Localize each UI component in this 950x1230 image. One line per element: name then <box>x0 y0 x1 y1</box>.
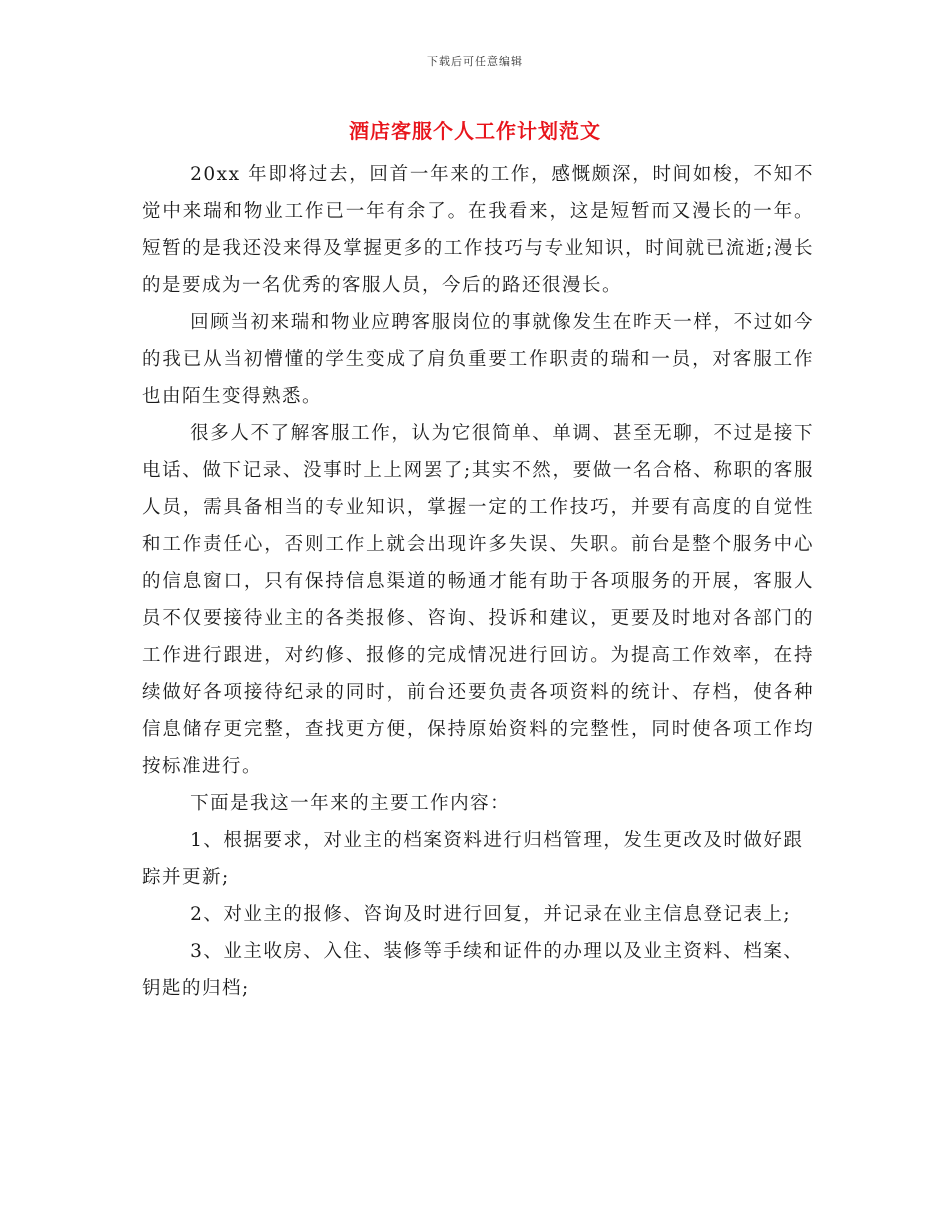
list-item: 3、业主收房、入住、装修等手续和证件的办理以及业主资料、档案、钥匙的归档; <box>142 941 804 999</box>
list-item: 2、对业主的报修、咨询及时进行回复，并记录在业主信息登记表上; <box>190 904 792 925</box>
paragraph-work-intro: 下面是我这一年来的主要工作内容： <box>190 793 511 814</box>
document-title: 酒店客服个人工作计划范文 <box>349 119 601 143</box>
document-body <box>142 156 814 1007</box>
paragraph-intro: 20xx 年即将过去，回首一年来的工作，感慨颇深，时间如梭，不知不觉中来瑞和物业工作已一年有余了。在我看来，这是短暂而又漫长的一年。短暂的是我还没来得及掌握更多的工作技巧与专业知识，时间就已流逝;漫长的是要成为一名优秀的客服人员，今后的路还很漫长。 <box>142 164 814 296</box>
paragraph-job-description: 很多人不了解客服工作，认为它很简单、单调、甚至无聊，不过是接下电话、做下记录、没事时上上网罢了;其实不然，要做一名合格、称职的客服人员，需具备相当的专业知识，掌握一定的工作技巧，并要有高度的自觉性和工作责任心，否则工作上就会出现许多失误、失职。前台是整个服务中心的信息窗口，只有保持信息渠道的畅通才能有助于各项服务的开展，客服人员不仅要接待业主的各类报修、咨询、投诉和建议，更要及时地对各部门的工作进行跟进，对约修、报修的完成情况进行回访。为提高工作效率，在持续做好各项接待纪录的同时，前台还要负责各项资料的统计、存档，使各种信息储存更完整，查找更方便，保持原始资料的完整性，同时使各项工作均按标准进行。 <box>142 423 814 777</box>
header-note: 下载后可任意编辑 <box>427 55 523 68</box>
list-item: 1、根据要求，对业主的档案资料进行归档管理，发生更改及时做好跟踪并更新; <box>142 830 804 888</box>
paragraph-review: 回顾当初来瑞和物业应聘客服岗位的事就像发生在昨天一样，不过如今的我已从当初懵懂的学生变成了肩负重要工作职责的瑞和一员，对客服工作也由陌生变得熟悉。 <box>142 312 814 407</box>
